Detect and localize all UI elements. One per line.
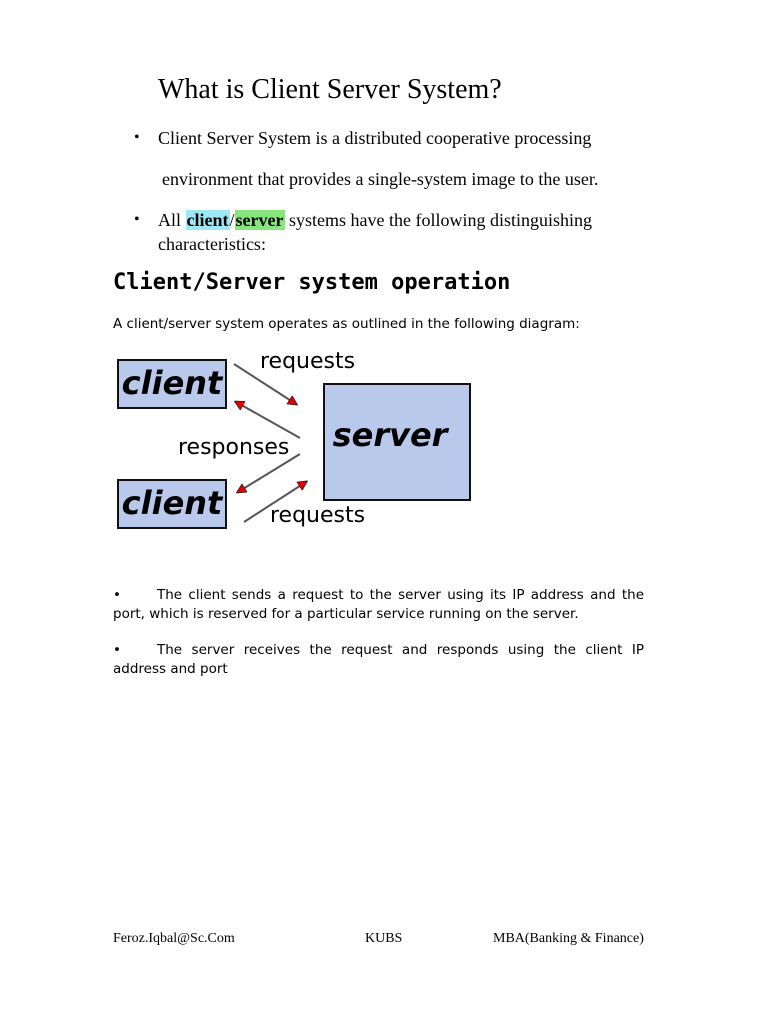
highlight-server: server — [235, 210, 284, 230]
bullet-item — [134, 208, 658, 256]
paragraph-bullet — [113, 641, 644, 678]
section-heading: Client/Server system operation — [113, 270, 511, 295]
footer-org: KUBS — [365, 931, 403, 946]
client-label-top: client — [121, 364, 223, 402]
paragraph-text: The client sends a request to the server using its IP address and the port, which is reserved for a particular service running on the server. — [113, 587, 644, 622]
bullet-text-continued: environment that provides a single-system image to the user. — [162, 169, 599, 189]
server-label: server — [332, 416, 448, 454]
arrow-response-top — [236, 402, 300, 438]
label-requests-bottom: requests — [270, 503, 366, 528]
paragraph-text: The server receives the request and responds using the client IP address and port — [113, 642, 644, 677]
highlight-client: client — [186, 210, 229, 230]
bullet-dot: • — [134, 211, 140, 228]
footer-program: MBA(Banking & Finance) — [493, 931, 644, 946]
footer-email: Feroz.Iqbal@Sc.Com — [113, 931, 235, 946]
bullet-text-prefix: All — [158, 210, 186, 230]
bullet-item — [134, 126, 658, 150]
bullet-dot: • — [134, 129, 140, 146]
client-label-bottom: client — [121, 484, 223, 522]
bullet-text: Client Server System is a distributed cooperative processing — [158, 128, 592, 148]
label-responses: responses — [178, 435, 290, 460]
paragraph-bullet-dot: • — [113, 642, 121, 658]
client-server-diagram — [114, 346, 480, 536]
separator: / — [229, 210, 235, 230]
paragraph-bullet-dot: • — [113, 587, 121, 603]
intro-text: A client/server system operates as outlined in the following diagram: — [113, 316, 580, 332]
paragraph-bullet — [113, 586, 644, 623]
page-title: What is Client Server System? — [158, 74, 502, 105]
label-requests-top: requests — [260, 349, 356, 374]
bullet-text-suffix: systems have the following distinguishing characteristics: — [158, 210, 592, 254]
